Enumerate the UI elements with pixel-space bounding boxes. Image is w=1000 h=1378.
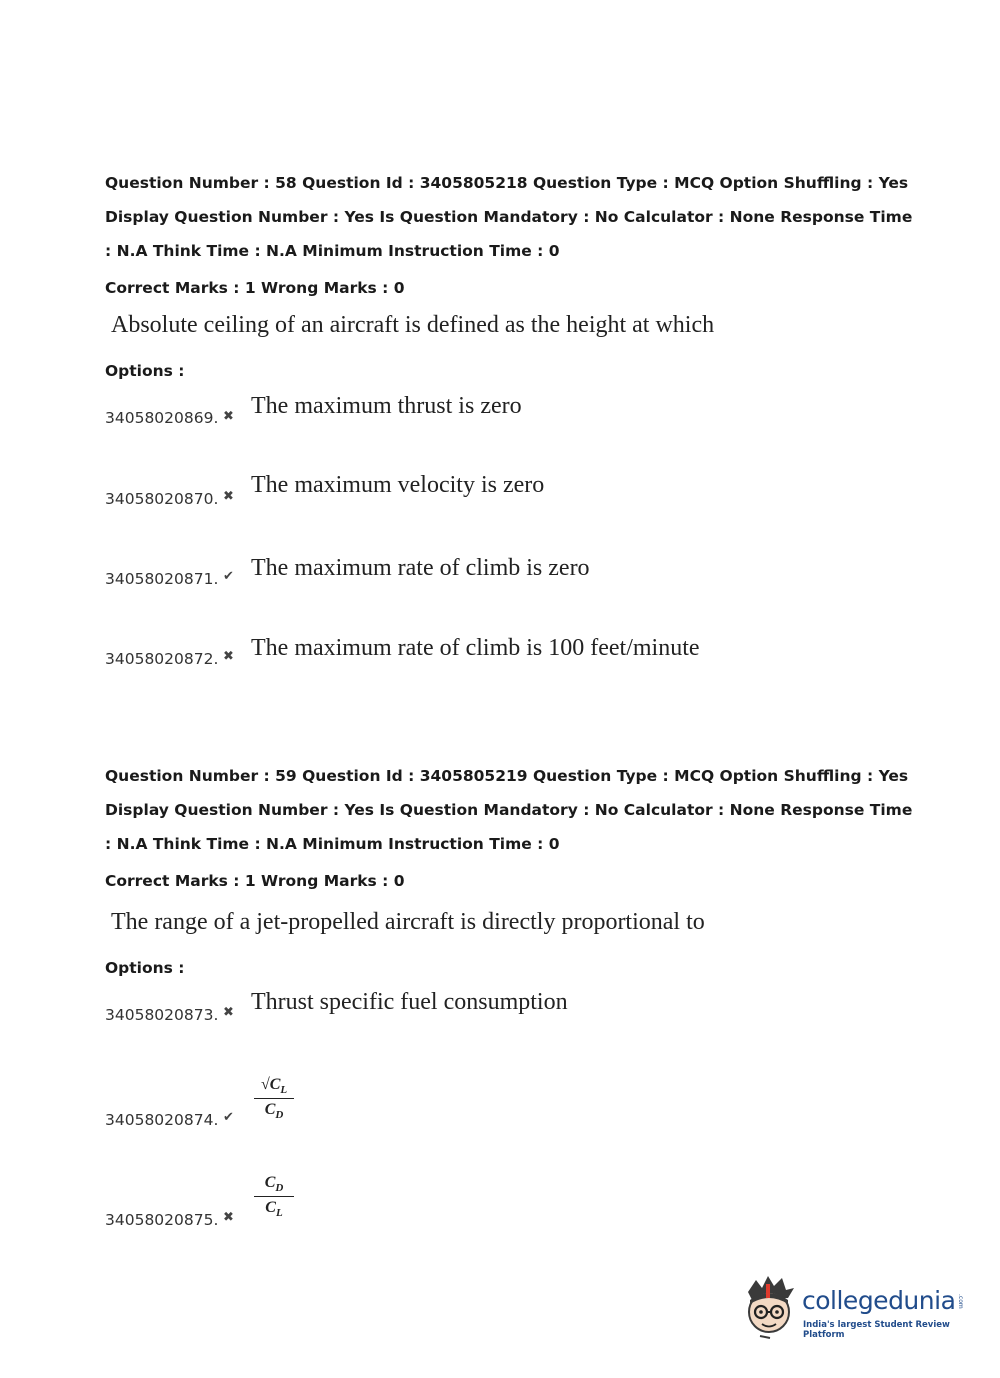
logo-suffix: .com: [957, 1294, 964, 1309]
marks-info: Correct Marks : 1 Wrong Marks : 0: [105, 872, 405, 890]
numerator-base: C: [264, 1174, 276, 1191]
logo-brand-text: collegedunia: [802, 1286, 956, 1315]
check-icon: ✔: [223, 569, 234, 584]
cross-icon: ✖: [223, 489, 234, 504]
option-id: 34058020870.: [105, 490, 219, 508]
options-label: Options :: [105, 959, 185, 977]
question-text: Absolute ceiling of an aircraft is defined as the height at which: [111, 312, 715, 338]
fraction-formula: [254, 1174, 294, 1219]
options-label: Options :: [105, 362, 185, 380]
numerator: [254, 1076, 294, 1099]
option-id: 34058020873.: [105, 1006, 219, 1024]
numerator: [254, 1174, 294, 1197]
meta-line: : N.A Think Time : N.A Minimum Instruction Time : 0: [105, 835, 560, 853]
cross-icon: ✖: [223, 1210, 234, 1225]
numerator-base: √C: [260, 1076, 281, 1093]
numerator-sub: L: [280, 1084, 288, 1097]
option-text: The maximum rate of climb is zero: [251, 555, 590, 581]
fraction-formula: [254, 1076, 294, 1121]
question-meta: [105, 759, 915, 861]
cross-icon: ✖: [223, 409, 234, 424]
denominator-base: C: [265, 1199, 276, 1217]
denominator-sub: D: [275, 1109, 284, 1122]
meta-line: : N.A Think Time : N.A Minimum Instruction Time : 0: [105, 242, 560, 260]
option-id: 34058020872.: [105, 650, 219, 668]
numerator-sub: D: [275, 1182, 284, 1195]
option-text: Thrust specific fuel consumption: [251, 989, 568, 1015]
meta-line: Question Number : 59 Question Id : 3405805219 Question Type : MCQ Option Shuffling : Yes: [105, 767, 909, 785]
denominator: [254, 1099, 294, 1121]
option-text: The maximum thrust is zero: [251, 393, 522, 419]
meta-line: Question Number : 58 Question Id : 3405805218 Question Type : MCQ Option Shuffling : Yes: [105, 174, 909, 192]
option-id: 34058020869.: [105, 409, 219, 427]
option-text: The maximum rate of climb is 100 feet/minute: [251, 635, 700, 661]
mascot-icon: [742, 1274, 800, 1344]
option-id: 34058020875.: [105, 1211, 219, 1229]
question-meta: [105, 166, 915, 268]
question-text: The range of a jet-propelled aircraft is directly proportional to: [111, 909, 705, 935]
check-icon: ✔: [223, 1110, 234, 1125]
denominator-base: C: [264, 1101, 276, 1119]
marks-info: Correct Marks : 1 Wrong Marks : 0: [105, 279, 405, 297]
cross-icon: ✖: [223, 649, 234, 664]
logo-tagline: India's largest Student Review Platform: [803, 1320, 950, 1340]
denominator-sub: L: [275, 1207, 283, 1220]
option-text: The maximum velocity is zero: [251, 472, 545, 498]
option-id: 34058020874.: [105, 1111, 219, 1129]
meta-line: Display Question Number : Yes Is Question Mandatory : No Calculator : None Response Time: [105, 801, 913, 819]
cross-icon: ✖: [223, 1005, 234, 1020]
collegedunia-logo: [742, 1274, 972, 1344]
denominator: [254, 1197, 294, 1219]
option-id: 34058020871.: [105, 570, 219, 588]
meta-line: Display Question Number : Yes Is Question Mandatory : No Calculator : None Response Time: [105, 208, 913, 226]
